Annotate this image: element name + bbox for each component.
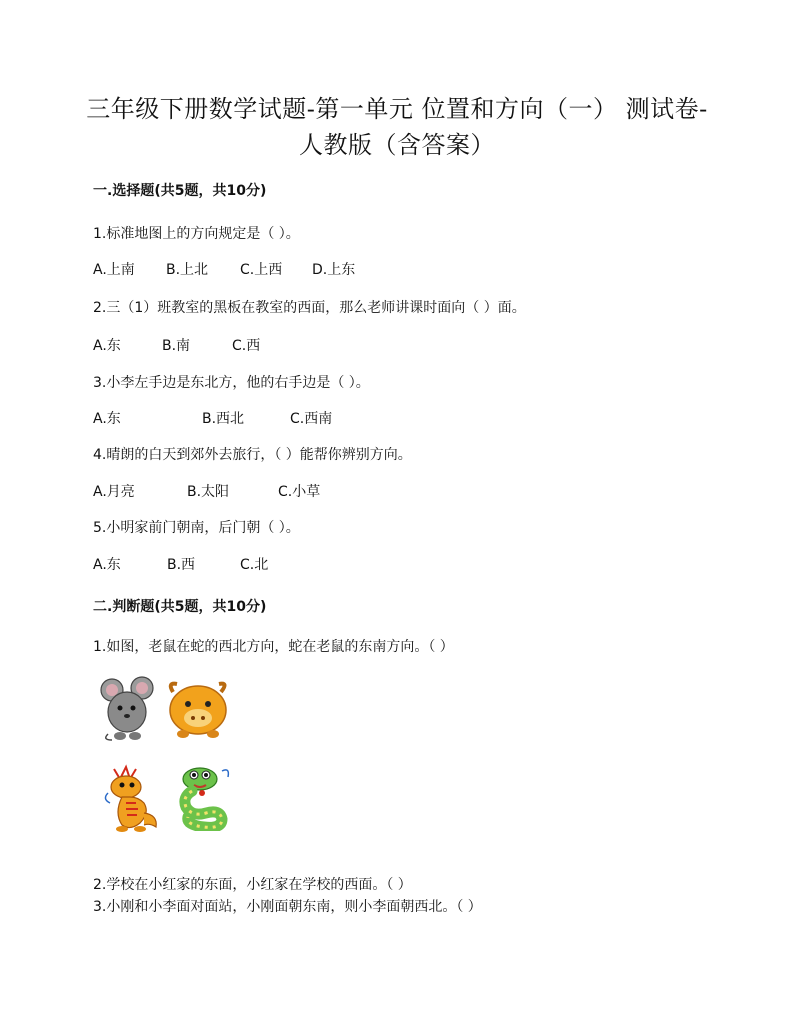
q4-option-b: B.太阳 — [187, 484, 230, 500]
q3-option-b: B.西北 — [202, 411, 245, 427]
question-2-3: 3.小刚和小李面对面站，小刚面朝东南，则小李面朝西北。（ ） — [93, 899, 482, 915]
q1-option-b: B.上北 — [166, 262, 209, 278]
question-2-1: 1.如图，老鼠在蛇的西北方向，蛇在老鼠的东南方向。（ ） — [93, 639, 454, 655]
page-title-line2: 人教版（含答案） — [299, 131, 495, 159]
q1-option-d: D.上东 — [312, 262, 356, 278]
snake-image — [172, 763, 238, 831]
question-1-4: 4.晴朗的白天到郊外去旅行，（ ）能帮你辨别方向。 — [93, 447, 412, 463]
question-2-2: 2.学校在小红家的东面，小红家在学校的西面。（ ） — [93, 877, 412, 893]
q1-option-a: A.上南 — [93, 262, 135, 278]
q2-option-a: A.东 — [93, 338, 121, 354]
section2-heading: 二.判断题(共5题，共10分) — [93, 599, 267, 615]
q2-option-c: C.西 — [232, 338, 261, 354]
question-1-3: 3.小李左手边是东北方，他的右手边是（ ）。 — [93, 375, 370, 391]
q1-option-c: C.上西 — [240, 262, 283, 278]
mouse-image — [98, 676, 160, 744]
page-title-line1: 三年级下册数学试题-第一单元 位置和方向（一） 测试卷- — [86, 95, 708, 123]
q4-option-c: C.小草 — [278, 484, 321, 500]
q5-option-c: C.北 — [240, 557, 269, 573]
question-1-1: 1.标准地图上的方向规定是（ ）。 — [93, 226, 300, 242]
q2-option-b: B.南 — [162, 338, 191, 354]
section1-heading: 一.选择题(共5题，共10分) — [93, 183, 267, 199]
q3-option-a: A.东 — [93, 411, 121, 427]
ox-image — [163, 678, 233, 740]
q5-option-a: A.东 — [93, 557, 121, 573]
question-1-2: 2.三（1）班教室的黑板在教室的西面，那么老师讲课时面向（ ）面。 — [93, 300, 526, 316]
dragon-image — [100, 763, 162, 835]
q3-option-c: C.西南 — [290, 411, 333, 427]
q5-option-b: B.西 — [167, 557, 196, 573]
q4-option-a: A.月亮 — [93, 484, 135, 500]
question-1-5: 5.小明家前门朝南，后门朝（ ）。 — [93, 520, 300, 536]
